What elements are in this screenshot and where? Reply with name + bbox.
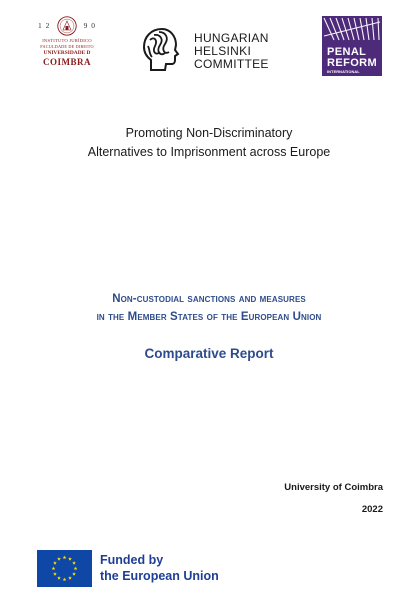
coimbra-seal-icon (57, 16, 77, 36)
coimbra-year-left: 1 2 (38, 21, 51, 30)
coimbra-institute-name: INSTITUTO JURÍDICO (42, 38, 92, 43)
hhc-name-line-2: HELSINKI (194, 44, 252, 58)
coimbra-city-label: COIMBRA (43, 57, 91, 67)
author-label: University of Coimbra (284, 482, 383, 493)
title-line-1: Non-custodial sanctions and measures (112, 293, 306, 305)
hhc-face-icon (138, 26, 186, 74)
coimbra-year-right: 9 0 (83, 21, 96, 30)
report-type: Comparative Report (144, 346, 274, 361)
eu-flag-icon (37, 550, 92, 587)
hhc-name-line-3: COMMITTEE (194, 57, 269, 71)
coimbra-faculty-name: FACULDADE DE DIREITO (40, 44, 94, 49)
coimbra-logo (36, 16, 98, 72)
subtitle-line-1: Promoting Non-Discriminatory (125, 126, 293, 140)
subtitle-line-2: Alternatives to Imprisonment across Europe (87, 145, 331, 159)
project-subtitle (0, 124, 418, 162)
hhc-name-line-1: HUNGARIAN (194, 31, 269, 45)
coimbra-university-label: UNIVERSIDADE D (43, 50, 91, 56)
pri-word-international: INTERNATIONAL (327, 69, 360, 74)
title-line-2: in the Member States of the European Union (96, 311, 322, 323)
hungarian-helsinki-committee-logo (138, 24, 288, 76)
eu-funding-statement (100, 552, 219, 584)
publication-year: 2022 (361, 504, 383, 515)
pri-word-reform: REFORM (327, 57, 378, 69)
penal-reform-international-logo (322, 16, 382, 76)
document-title (0, 290, 418, 326)
eu-funding-line-2: the European Union (100, 569, 219, 583)
eu-funding-line-1: Funded by (100, 553, 164, 567)
pri-word-penal: PENAL (327, 46, 367, 58)
